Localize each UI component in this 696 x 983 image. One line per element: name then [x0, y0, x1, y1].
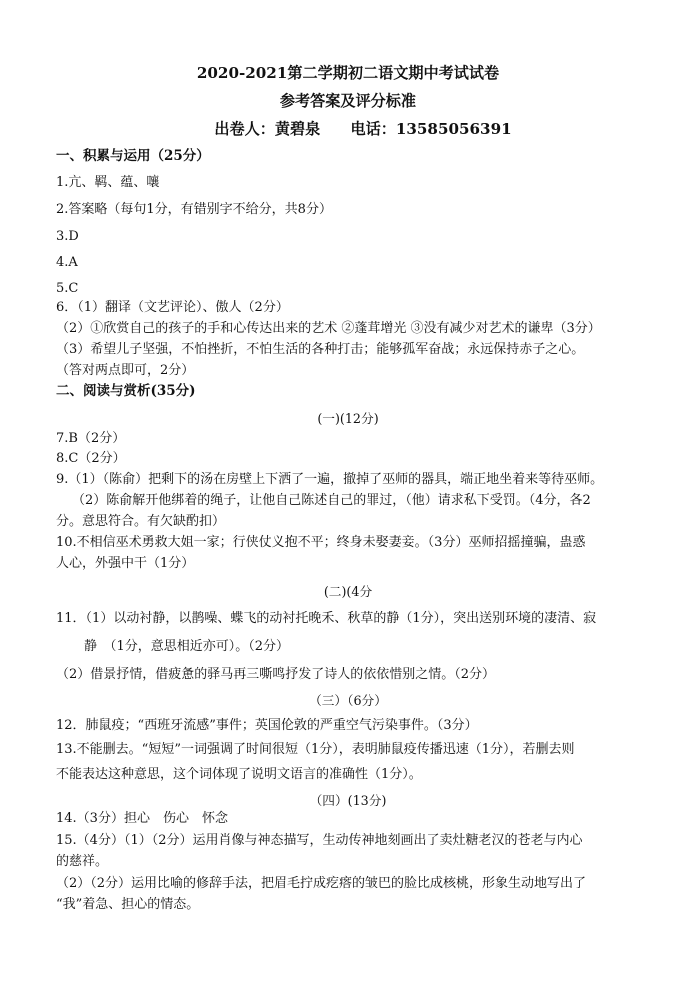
answer-line: 6．（1）翻译（文艺评论）、傲人（2分）	[56, 300, 289, 315]
doc-subtitle: 参考答案及评分标准	[279, 92, 417, 110]
answer-line: （2）①欣赏自己的孩子的手和心传达出来的艺术 ②蓬茸增光 ③没有减少对艺术的谦卑（3分）	[56, 321, 601, 336]
answer-line: 13.不能删去。“短短”一词强调了时间很短（1分），表明肺鼠疫传播迅速（1分），若删去则	[56, 742, 575, 757]
answer-line: （2）（2分）运用比喻的修辞手法，把眉毛拧成疙瘩的皱巴的脸比成核桃，形象生动地写出了	[56, 876, 587, 891]
answer-line: （答对两点即可，2分）	[56, 363, 195, 378]
answer-line: 15.（4分）（1）（2分）运用肖像与神态描写，生动传神地刻画出了卖灶糖老汉的苍老与内心	[56, 833, 583, 848]
answer-line: 分。意思符合。有欠缺酌扣）	[56, 514, 226, 529]
answer-line: 1.亢、羁、蕴、嚷	[56, 175, 160, 190]
answer-line: 5.C	[56, 281, 79, 296]
answer-line: 2.答案略（每句1分，有错别字不给分，共8分）	[56, 202, 332, 217]
answer-line: 14.（3分）担心 伤心 怀念	[56, 811, 228, 826]
answer-line: 3.D	[56, 229, 79, 244]
author-line: 出卷人：黄碧泉 电话：13585056391	[214, 120, 512, 138]
part-title: (二)(4分	[323, 584, 373, 599]
answer-line: 不能表达这种意思，这个词体现了说明文语言的准确性（1分）。	[56, 767, 422, 782]
answer-line: 8.C（2分）	[56, 451, 126, 466]
answer-line: 静 （1分，意思相近亦可）。（2分）	[84, 639, 290, 654]
answer-line: “我”着急、担心的情态。	[56, 897, 200, 912]
answer-line: 12．肺鼠疫；“西班牙流感”事件；英国伦敦的严重空气污染事件。（3分）	[56, 718, 478, 733]
section-heading: 一、积累与运用（25分）	[56, 148, 210, 164]
answer-line: 人心，外强中干（1分）	[56, 556, 195, 571]
part-title: （三）（6分）	[309, 693, 387, 708]
answer-line: 10.不相信巫术勇救大姐一家；行侠仗义抱不平；终身未娶妻妾。（3分）巫师招摇撞骗，蛊惑	[56, 535, 586, 550]
answer-line: （2）借景抒情，借疲惫的驿马再三嘶鸣抒发了诗人的依依惜别之情。（2分）	[56, 667, 496, 682]
answer-line: 11．（1）以动衬静，以鹊噪、蝶飞的动衬托晚禾、秋草的静（1分），突出送别环境的凄清、寂	[56, 611, 597, 626]
doc-title: 2020-2021第二学期初二语文期中考试试卷	[196, 64, 500, 82]
answer-line: （3）希望儿子坚强，不怕挫折，不怕生活的各种打击；能够孤军奋战；永远保持赤子之心。	[56, 342, 585, 357]
answer-line: 7.B（2分）	[56, 431, 126, 446]
answer-line: 9.（1）（陈俞）把剩下的汤在房壁上下洒了一遍，撤掉了巫师的器具，端正地坐着来等待巫师。	[56, 472, 604, 487]
answer-line: （2）陈俞解开他绑着的绳子，让他自己陈述自己的罪过，（他）请求私下受罚。（4分，各2	[72, 493, 591, 508]
part-title: (一)(12分)	[317, 411, 379, 426]
part-title: （四）(13分)	[309, 793, 387, 808]
answer-line: 4.A	[56, 255, 78, 270]
answer-line: 的慈祥。	[56, 854, 109, 869]
section-heading: 二、阅读与赏析(35分)	[56, 383, 196, 399]
